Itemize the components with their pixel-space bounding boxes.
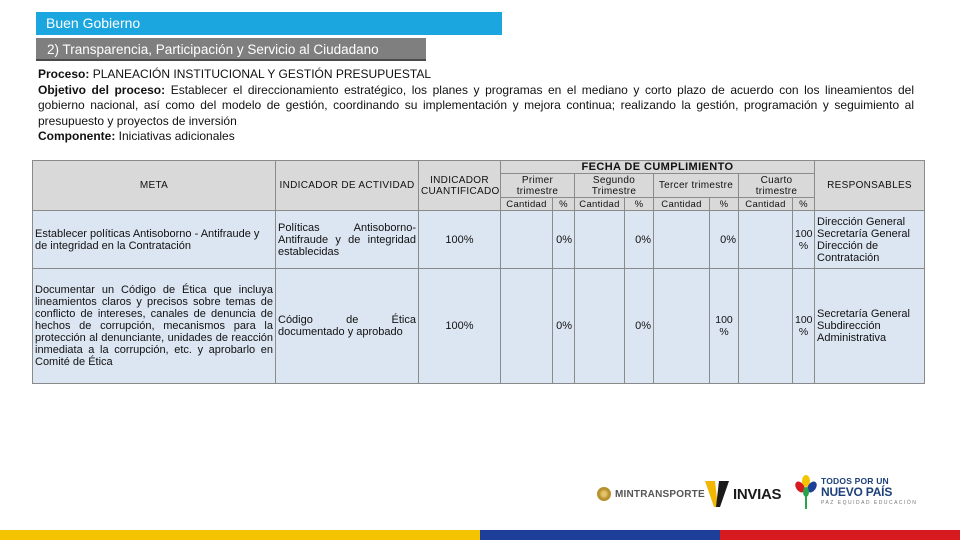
header-segundo-trimestre: Segundo Trimestre [575,174,654,198]
row-q4-pct: 100 % [793,211,815,269]
header-cuarto-trimestre: Cuarto trimestre [739,174,815,198]
row-q3-pct: 0% [710,211,739,269]
colombia-flag-bar [0,530,960,540]
header-responsables: RESPONSABLES [815,161,925,211]
header-indicador-cuantificado: INDICADOR CUANTIFICADO [419,161,501,211]
header-q2-pct: % [625,198,654,211]
row-responsables: Secretaría General Subdirección Administrativa [815,269,925,384]
invias-text: INVIAS [733,485,782,503]
row-q4-cantidad [739,211,793,269]
process-description [38,67,914,145]
invias-road-icon [703,479,731,509]
header-meta: META [33,161,276,211]
objetivo-label: Objetivo del proceso: [38,82,166,97]
row-q2-cantidad [575,269,625,384]
action-plan-table [32,160,925,384]
componente-label: Componente: [38,129,116,144]
header-q1-pct: % [553,198,575,211]
row-q4-pct: 100 % [793,269,815,384]
proceso-value: PLANEACIÓN INSTITUCIONAL Y GESTIÓN PRESUPUESTAL [92,67,432,81]
header-q3-cantidad: Cantidad [654,198,710,211]
header-q2-cantidad: Cantidad [575,198,625,211]
row-responsables: Dirección General Secretaría General Dirección de Contratación [815,211,925,269]
row-indicador: Políticas Antisoborno-Antifraude y de integridad establecidas [276,211,419,269]
proceso-label: Proceso: [38,67,90,81]
proceso-line [38,67,914,83]
header-primer-trimestre: Primer trimestre [501,174,575,198]
row-q2-pct: 0% [625,269,654,384]
row-meta: Documentar un Código de Ética que incluya lineamientos claros y precisos sobre temas de conflicto de intereses, canales de denuncia de hechos de corrupción, mecanismos para la protección al denunciante, unidades de reacción inmediata a la corrupción, etc. y aprobarlo en Comité de Ética [33,269,276,384]
header-q4-cantidad: Cantidad [739,198,793,211]
row-q3-cantidad [654,211,710,269]
flower-icon [795,473,817,511]
header-tercer-trimestre: Tercer trimestre [654,174,739,198]
row-q1-pct: 0% [553,211,575,269]
invias-logo [703,476,781,512]
componente-value: Iniciativas adicionales [118,129,235,144]
row-cuantificado: 100% [419,211,501,269]
row-q2-cantidad [575,211,625,269]
header-indicador-actividad: INDICADOR DE ACTIVIDAD [276,161,419,211]
tpn-line3: PAZ EQUIDAD EDUCACIÓN [821,499,918,506]
row-q1-cantidad [501,269,553,384]
row-q1-pct: 0% [553,269,575,384]
flag-blue-stripe [480,530,720,540]
row-meta: Establecer políticas Antisoborno - Antifraude y de integridad en la Contratación [33,211,276,269]
coat-of-arms-icon [597,487,611,501]
flag-yellow-stripe [0,530,480,540]
mintransporte-text: MINTRANSPORTE [615,488,705,500]
header-q1-cantidad: Cantidad [501,198,553,211]
objetivo-value: Establecer el direccionamiento estratégico, los planes y programas en el mediano y corto plazo de acuerdo con los lineamientos del gobierno nacional, así como del modelo de gestión, coordinando su implementación y mejora continua; realizando la gestión, programación y seguimiento al presupuesto y proyectos de inversión [38,82,914,128]
row-q3-pct: 100 % [710,269,739,384]
subsection-title-bar [36,38,426,61]
row-cuantificado: 100% [419,269,501,384]
section-title-bar [36,12,502,35]
row-q3-cantidad [654,269,710,384]
row-indicador: Código de Ética documentado y aprobado [276,269,419,384]
row-q4-cantidad [739,269,793,384]
objetivo-line [38,83,914,130]
header-fecha-cumplimiento: FECHA DE CUMPLIMIENTO [501,161,815,174]
mintransporte-logo [597,484,705,504]
table-row [33,211,925,269]
row-q2-pct: 0% [625,211,654,269]
header-q4-pct: % [793,198,815,211]
table-row [33,269,925,384]
section-title: Buen Gobierno [46,15,141,31]
tpn-line2: NUEVO PAÍS [821,484,893,499]
todos-por-un-nuevo-pais-logo [795,470,917,514]
header-q3-pct: % [710,198,739,211]
tpn-line1: TODOS POR UN [821,475,889,486]
row-q1-cantidad [501,211,553,269]
componente-line [38,129,914,145]
flag-red-stripe [720,530,960,540]
subsection-title: 2) Transparencia, Participación y Servicio al Ciudadano [47,42,379,57]
